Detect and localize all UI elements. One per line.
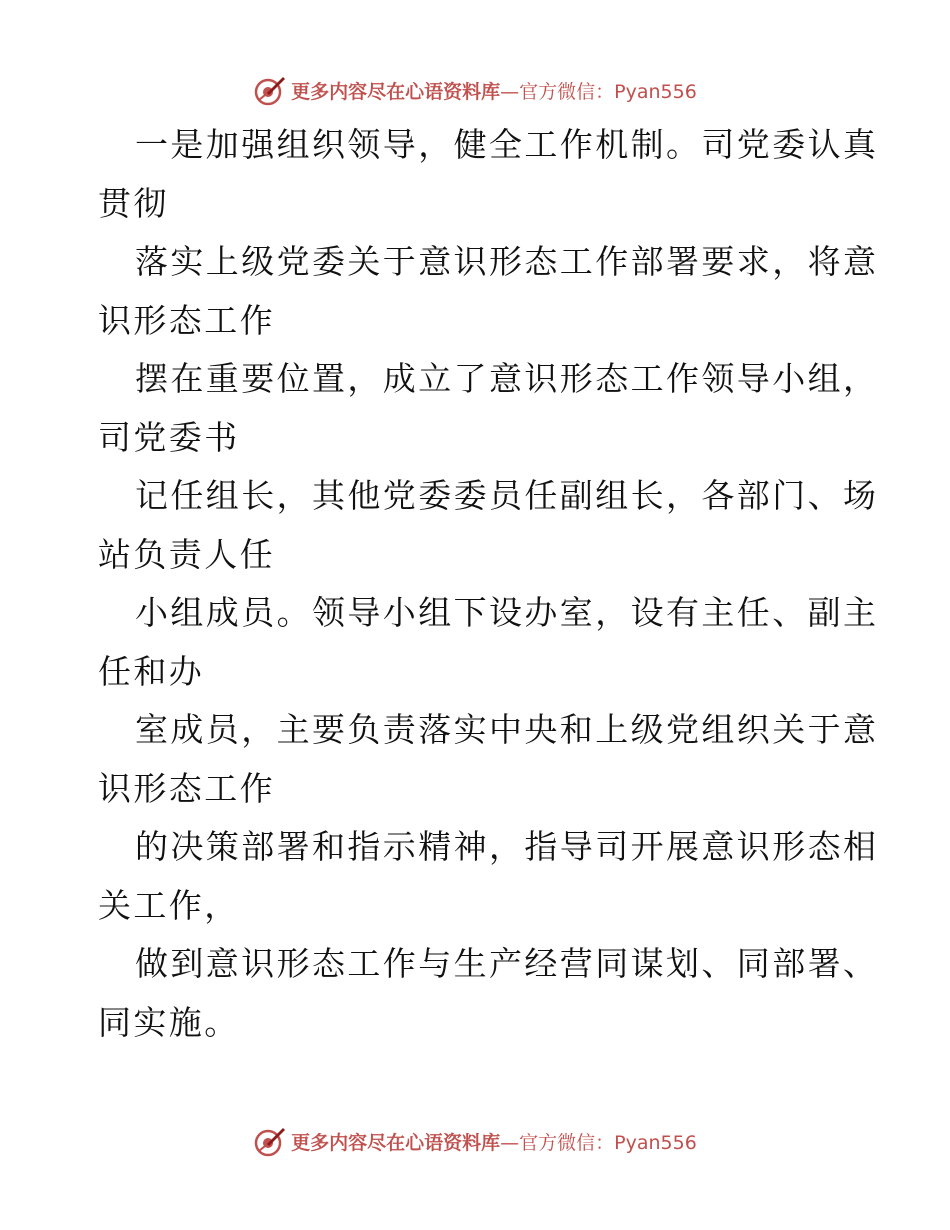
body-line: 小组成员。领导小组下设办室，设有主任、副主 xyxy=(135,593,879,632)
body-line: 识形态工作 xyxy=(98,768,275,808)
body-line: 室成员，主要负责落实中央和上级党组织关于意 xyxy=(135,710,879,749)
body-line: 落实上级党委关于意识形态工作部署要求，将意 xyxy=(135,242,879,281)
body-line: 记任组长，其他党委委员任副组长，各部门、场 xyxy=(135,476,879,515)
body-line: 任和办 xyxy=(98,651,205,691)
body-line: 同实施。 xyxy=(98,1002,240,1042)
body-line: 贯彻 xyxy=(98,183,169,223)
body-line: 司党委书 xyxy=(98,417,240,457)
footer-brand-text: 更多内容尽在心语资料库 xyxy=(291,1131,501,1154)
footer-watermark xyxy=(0,1121,950,1161)
body-line: 站负责人任 xyxy=(98,534,275,574)
header-brand-text: 更多内容尽在心语资料库 xyxy=(291,80,501,103)
footer-banner-text xyxy=(291,1128,697,1155)
body-line: 做到意识形态工作与生产经营同谋划、同部署、 xyxy=(135,944,879,983)
header-banner-text xyxy=(291,77,697,104)
header-wechat-text: 官方微信：Pyan556 xyxy=(519,80,697,103)
document-body xyxy=(98,116,879,1052)
body-line: 关工作， xyxy=(98,885,240,925)
footer-wechat-text: 官方微信：Pyan556 xyxy=(519,1131,697,1154)
header-separator: — xyxy=(500,80,520,103)
pen-logo-icon xyxy=(253,73,287,107)
body-line: 摆在重要位置，成立了意识形态工作领导小组， xyxy=(135,359,879,398)
pen-logo-icon xyxy=(253,1124,287,1158)
body-line: 一是加强组织领导，健全工作机制。司党委认真 xyxy=(135,125,879,164)
footer-separator: — xyxy=(500,1131,520,1154)
body-line: 识形态工作 xyxy=(98,300,275,340)
header-watermark xyxy=(0,70,950,110)
body-line: 的决策部署和指示精神，指导司开展意识形态相 xyxy=(135,827,879,866)
